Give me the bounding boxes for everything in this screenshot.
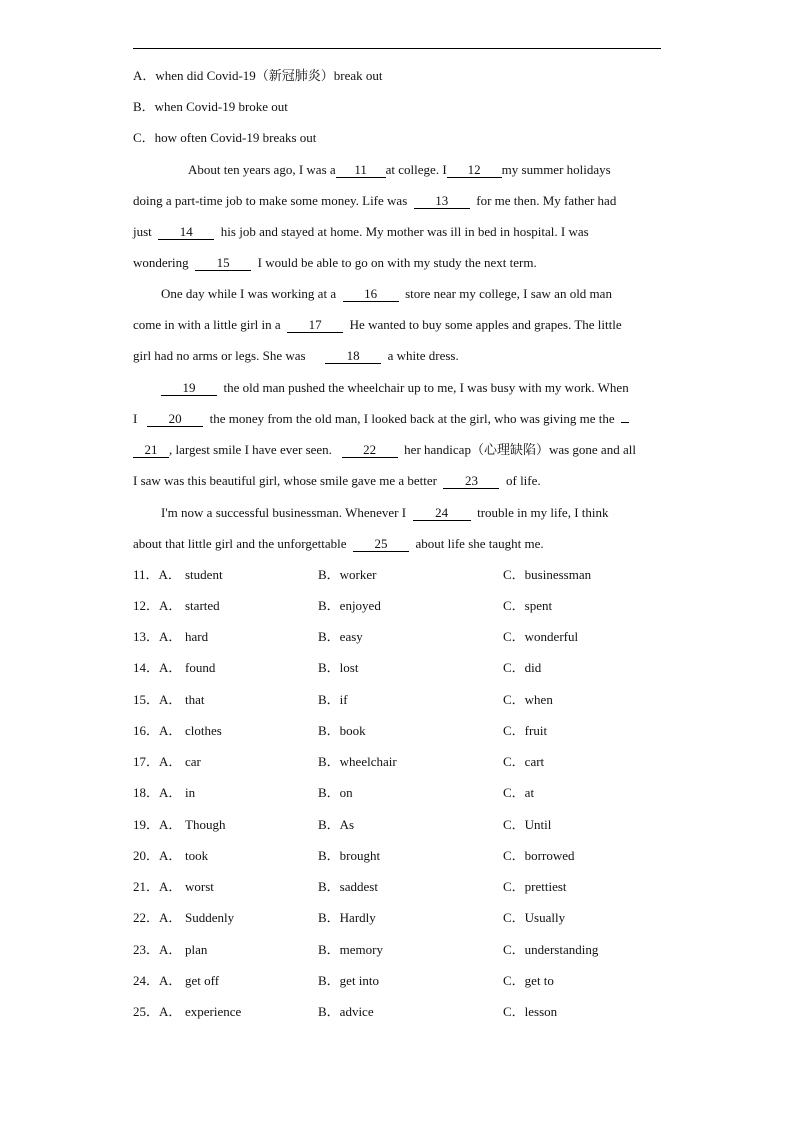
option-b: B．wheelchair	[318, 754, 397, 769]
option-c: C．businessman	[503, 567, 592, 582]
passage-line: I 20 the money from the old man, I looked back at the girl, who was giving me the	[133, 411, 629, 427]
blank-20: 20	[147, 412, 203, 427]
option-c: C．cart	[503, 754, 545, 769]
option-c: C．Until	[503, 817, 552, 832]
option-a: took	[185, 848, 209, 863]
question-num: 17．A．	[133, 754, 182, 769]
prev-option-a: A．when did Covid-19（新冠肺炎）break out	[133, 68, 383, 83]
option-b: B．brought	[318, 848, 381, 863]
blank-18: 18	[325, 349, 381, 364]
passage-line: 19 the old man pushed the wheelchair up to me, I was busy with my work. When	[161, 380, 629, 396]
blank-16: 16	[343, 287, 399, 302]
blank-22: 22	[342, 443, 398, 458]
option-b: B．if	[318, 692, 348, 707]
passage-line: doing a part-time job to make some money. Life was 13 for me then. My father had	[133, 193, 617, 208]
passage-line: One day while I was working at a 16 store near my college, I saw an old man	[161, 286, 612, 301]
option-c: C．understanding	[503, 942, 599, 957]
option-b: B．book	[318, 723, 366, 738]
option-b: B．worker	[318, 567, 377, 582]
option-c: C．lesson	[503, 1004, 558, 1019]
option-c: C．borrowed	[503, 848, 575, 863]
blank-14: 14	[158, 225, 214, 240]
passage-line: 21 , largest smile I have ever seen. 22 her handicap（心理缺陷）was gone and all	[133, 442, 636, 458]
passage-line: wondering 15 I would be able to go on with my study the next term.	[133, 255, 537, 270]
option-c: C．get to	[503, 973, 554, 988]
passage-line: About ten years ago, I was a 11 at college. I 12 my summer holidays	[188, 162, 611, 177]
blank-23: 23	[443, 474, 499, 489]
option-a: experience	[185, 1004, 242, 1019]
option-b: B．advice	[318, 1004, 374, 1019]
option-a: found	[185, 660, 216, 675]
option-b: B．easy	[318, 629, 363, 644]
passage-line: about that little girl and the unforgettable 25 about life she taught me.	[133, 536, 544, 551]
option-c: C．did	[503, 660, 542, 675]
blank-17: 17	[287, 318, 343, 333]
option-a: that	[185, 692, 205, 707]
option-b: B．As	[318, 817, 355, 832]
option-c: C．spent	[503, 598, 553, 613]
question-num: 11．A．	[133, 567, 181, 582]
option-b: B．enjoyed	[318, 598, 381, 613]
option-c: C．when	[503, 692, 553, 707]
passage-line: come in with a little girl in a 17 He wanted to buy some apples and grapes. The little	[133, 317, 622, 332]
option-a: Suddenly	[185, 910, 235, 925]
option-a: started	[185, 598, 220, 613]
blank-12: 12	[447, 163, 502, 178]
question-num: 19．A．	[133, 817, 182, 832]
blank-21: 21	[133, 443, 169, 458]
question-num: 22．A．	[133, 910, 182, 925]
option-b: B．saddest	[318, 879, 378, 894]
option-b: B．Hardly	[318, 910, 376, 925]
option-c: C．fruit	[503, 723, 548, 738]
question-num: 12．A．	[133, 598, 182, 613]
option-c: C．Usually	[503, 910, 566, 925]
blank-11: 11	[336, 163, 386, 178]
passage-line: girl had no arms or legs. She was 18 a white dress.	[133, 348, 459, 363]
blank-13: 13	[414, 194, 470, 209]
option-c: C．at	[503, 785, 535, 800]
passage-line: I'm now a successful businessman. Whenever I 24 trouble in my life, I think	[161, 505, 609, 520]
question-num: 16．A．	[133, 723, 182, 738]
option-c: C．prettiest	[503, 879, 567, 894]
option-a: hard	[185, 629, 209, 644]
passage-line: just 14 his job and stayed at home. My mother was ill in bed in hospital. I was	[133, 224, 589, 239]
blank-24: 24	[413, 506, 471, 521]
question-num: 20．A．	[133, 848, 182, 863]
question-num: 25．A．	[133, 1004, 182, 1019]
option-a: in	[185, 785, 196, 800]
option-b: B．get into	[318, 973, 380, 988]
question-num: 18．A．	[133, 785, 182, 800]
question-num: 13．A．	[133, 629, 182, 644]
blank-15: 15	[195, 256, 251, 271]
option-a: plan	[185, 942, 208, 957]
top-rule	[133, 48, 661, 49]
blank-25: 25	[353, 537, 409, 552]
passage-line: I saw was this beautiful girl, whose smile gave me a better 23 of life.	[133, 473, 541, 488]
option-a: worst	[185, 879, 214, 894]
prev-option-c: C．how often Covid-19 breaks out	[133, 130, 317, 145]
option-b: B．on	[318, 785, 353, 800]
option-b: B．lost	[318, 660, 359, 675]
blank-19: 19	[161, 381, 217, 396]
option-a: student	[185, 567, 223, 582]
question-num: 15．A．	[133, 692, 182, 707]
option-b: B．memory	[318, 942, 383, 957]
option-a: Though	[185, 817, 226, 832]
option-c: C．wonderful	[503, 629, 579, 644]
question-num: 23．A．	[133, 942, 182, 957]
option-a: clothes	[185, 723, 222, 738]
option-a: car	[185, 754, 201, 769]
option-a: get off	[185, 973, 220, 988]
question-num: 14．A．	[133, 660, 182, 675]
question-num: 24．A．	[133, 973, 182, 988]
prev-option-b: B．when Covid-19 broke out	[133, 99, 288, 114]
question-num: 21．A．	[133, 879, 182, 894]
